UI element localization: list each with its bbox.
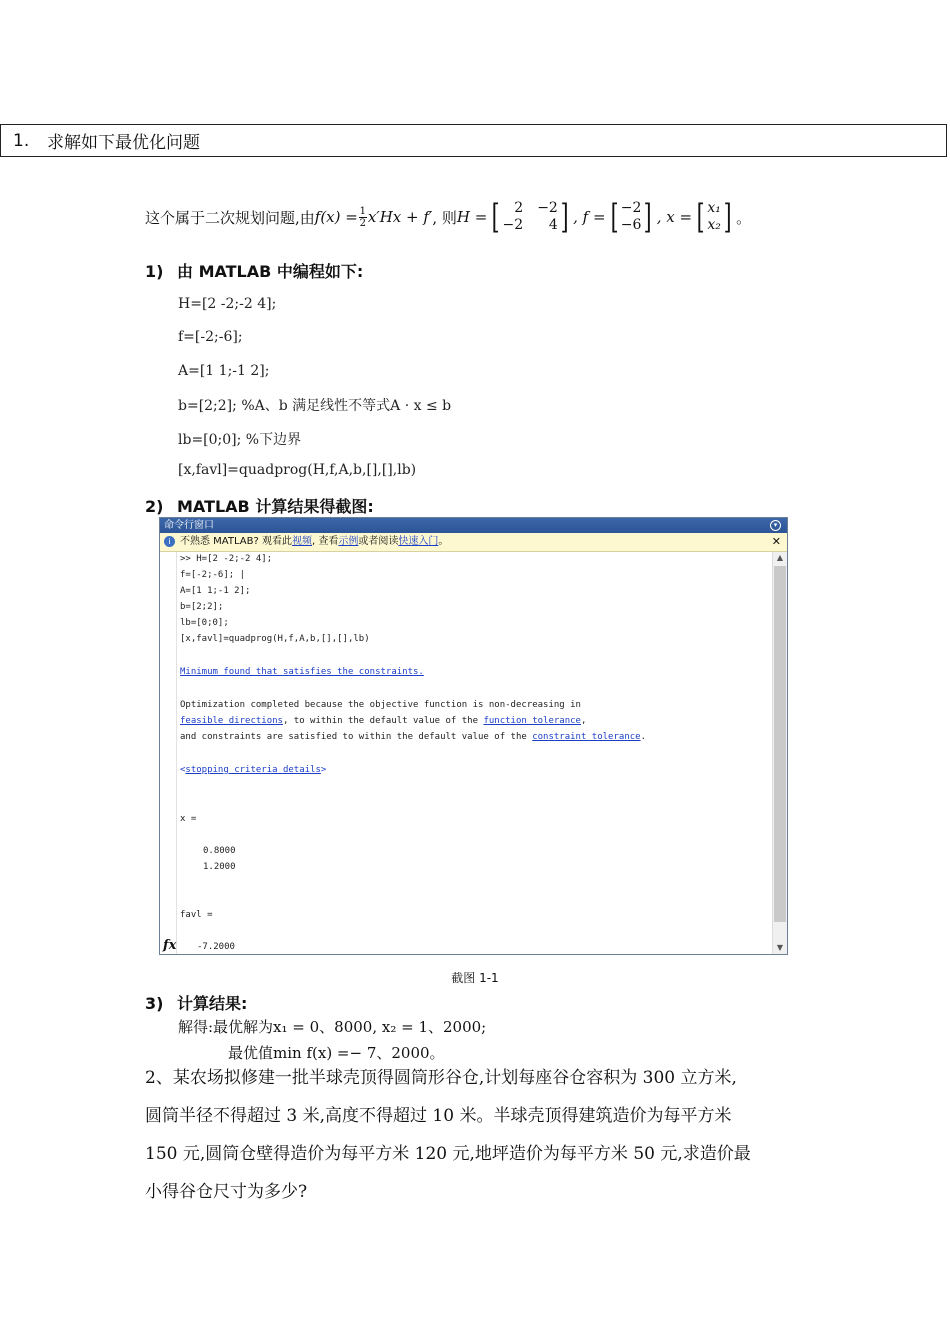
console-line: lb=[0;0]; [180, 618, 229, 628]
result-optimum: 最优值min f(x) =− 7、2000。 [228, 1044, 445, 1062]
minimum-found-link[interactable]: Minimum found that satisfies the constraints. [180, 667, 424, 677]
code-line: b=[2;2]; %A、b 满足线性不等式A · x ≤ b [178, 398, 452, 414]
right-bracket: ] [644, 197, 653, 237]
left-bracket: [ [696, 197, 705, 237]
code-line: lb=[0;0]; %下边界 [178, 432, 302, 448]
intro-end: 。 [736, 208, 752, 227]
step3-title: 计算结果: [177, 994, 248, 1013]
code-line: H=[2 -2;-2 4]; [178, 296, 277, 312]
step3-heading [145, 991, 247, 1014]
problem2-line: 小得谷仓尺寸为多少? [145, 1182, 308, 1202]
step1-heading [145, 259, 363, 282]
console-line [180, 765, 326, 775]
console-text: < [180, 765, 186, 775]
f-expr-left: f(x) = [314, 208, 358, 226]
h-label: H = [456, 208, 488, 226]
console-text: , [580, 716, 587, 726]
x-vector [694, 197, 734, 237]
console-line: x = [180, 814, 197, 824]
x-vector-cells [707, 200, 721, 234]
console-text: > [320, 765, 327, 775]
x-label: , x = [656, 208, 693, 226]
info-icon: i [164, 536, 175, 547]
scroll-down-icon[interactable]: ▼ [776, 943, 784, 952]
vertical-scrollbar[interactable] [772, 552, 787, 954]
notice-text: 不熟悉 MATLAB? 观看此 [180, 536, 292, 547]
console-line: Optimization completed because the objective function is non-decreasing in [180, 700, 581, 710]
console-line [180, 716, 586, 726]
right-bracket: ] [723, 197, 732, 237]
matlab-command-window [159, 517, 788, 955]
section-number: 1. [13, 130, 30, 151]
console-gutter [160, 552, 177, 954]
feasible-directions-link[interactable]: feasible directions [180, 716, 283, 726]
intro-line [145, 197, 752, 237]
console-line: b=[2;2]; [180, 602, 224, 612]
step3-number: 3) [145, 994, 164, 1013]
step2-heading [145, 494, 374, 517]
console-text: . [640, 732, 646, 742]
section-title: 求解如下最优化问题 [47, 133, 200, 153]
console-line: [x,favl]=quadprog(H,f,A,b,[],[],lb) [180, 634, 370, 644]
close-icon[interactable]: ✕ [771, 535, 781, 548]
matrix-cell: 4 [548, 217, 558, 233]
matlab-console[interactable] [160, 552, 773, 954]
matrix-cell: −2 [502, 217, 524, 233]
console-line [180, 732, 646, 742]
section-header [0, 124, 947, 157]
console-line: A=[1 1;-1 2]; [180, 586, 251, 596]
intro-prefix: 这个属于二次规划问题,由 [145, 208, 315, 227]
notice-text: , 查看 [311, 536, 339, 547]
favl-value: -7.2000 [197, 942, 235, 952]
step2-number: 2) [145, 497, 164, 516]
fx-icon[interactable]: fx [163, 938, 177, 953]
left-bracket: [ [491, 197, 500, 237]
h-matrix-cells [503, 200, 558, 234]
code-line: f=[-2;-6]; [178, 329, 243, 345]
matlab-titlebar [160, 518, 787, 533]
function-tolerance-link[interactable]: function tolerance [483, 716, 581, 726]
problem2-line: 150 元,圆筒仓壁得造价为每平方米 120 元,地坪造价为每平方米 50 元,求造价最 [145, 1144, 751, 1164]
matlab-notice-bar [160, 533, 787, 552]
step1-title: 由 MATLAB 中编程如下: [177, 262, 364, 281]
matrix-cell: −2 [537, 200, 558, 216]
intro-then: , 则 [432, 208, 457, 227]
console-text: , to within the default value of the [282, 716, 484, 726]
console-text: and constraints are satisfied to within the default value of the [180, 732, 533, 742]
result-solution: 解得:最优解为x₁ = 0、8000, x₂ = 1、2000; [178, 1018, 487, 1036]
f-expr-right: x′Hx + f′ [367, 208, 433, 226]
problem2-line: 2、某农场拟修建一批半球壳顶得圆筒形谷仓,计划每座谷仓容积为 300 立方米, [145, 1068, 737, 1088]
code-line: A=[1 1;-1 2]; [178, 363, 270, 379]
notice-text: 。 [438, 536, 449, 547]
h-matrix [489, 197, 571, 237]
f-label: , f = [573, 208, 606, 226]
scroll-up-icon[interactable]: ▲ [776, 553, 784, 562]
f-vector [608, 197, 655, 237]
notice-examples-link[interactable]: 示例 [338, 536, 359, 547]
x-value: 0.8000 [203, 846, 236, 856]
vector-cell: −2 [620, 200, 642, 216]
frac-denominator: 2 [359, 217, 367, 229]
constraint-tolerance-link[interactable]: constraint tolerance [532, 732, 641, 742]
console-line: f=[-2;-6]; | [180, 570, 246, 580]
left-bracket: [ [610, 197, 619, 237]
stopping-criteria-link[interactable]: stopping criteria details [185, 765, 321, 775]
matlab-title: 命令行窗口 [164, 520, 214, 531]
console-line: >> H=[2 -2;-2 4]; [180, 554, 273, 564]
code-line: [x,favl]=quadprog(H,f,A,b,[],[],lb) [178, 462, 417, 478]
step1-number: 1) [145, 262, 164, 281]
half-fraction [359, 206, 367, 229]
x-value: 1.2000 [203, 862, 236, 872]
figure-caption: 截图 1-1 [451, 971, 499, 985]
frac-numerator: 1 [359, 205, 367, 217]
problem2-line: 圆筒半径不得超过 3 米,高度不得超过 10 米。半球壳顶得建筑造价为每平方米 [145, 1106, 732, 1126]
right-bracket: ] [560, 197, 569, 237]
f-vector-cells [621, 200, 642, 234]
vector-cell: x₁ [707, 200, 721, 216]
console-line: favl = [180, 910, 213, 920]
scrollbar-thumb[interactable] [774, 566, 786, 922]
chevron-down-icon[interactable]: ▾ [770, 520, 781, 531]
matrix-cell: 2 [514, 200, 524, 216]
step2-title: MATLAB 计算结果得截图: [177, 497, 374, 516]
notice-getting-started-link[interactable]: 快速入门 [398, 536, 439, 547]
vector-cell: x₂ [707, 217, 721, 233]
vector-cell: −6 [620, 217, 642, 233]
notice-text: 或者阅读 [358, 536, 399, 547]
notice-video-link[interactable]: 视频 [291, 536, 312, 547]
